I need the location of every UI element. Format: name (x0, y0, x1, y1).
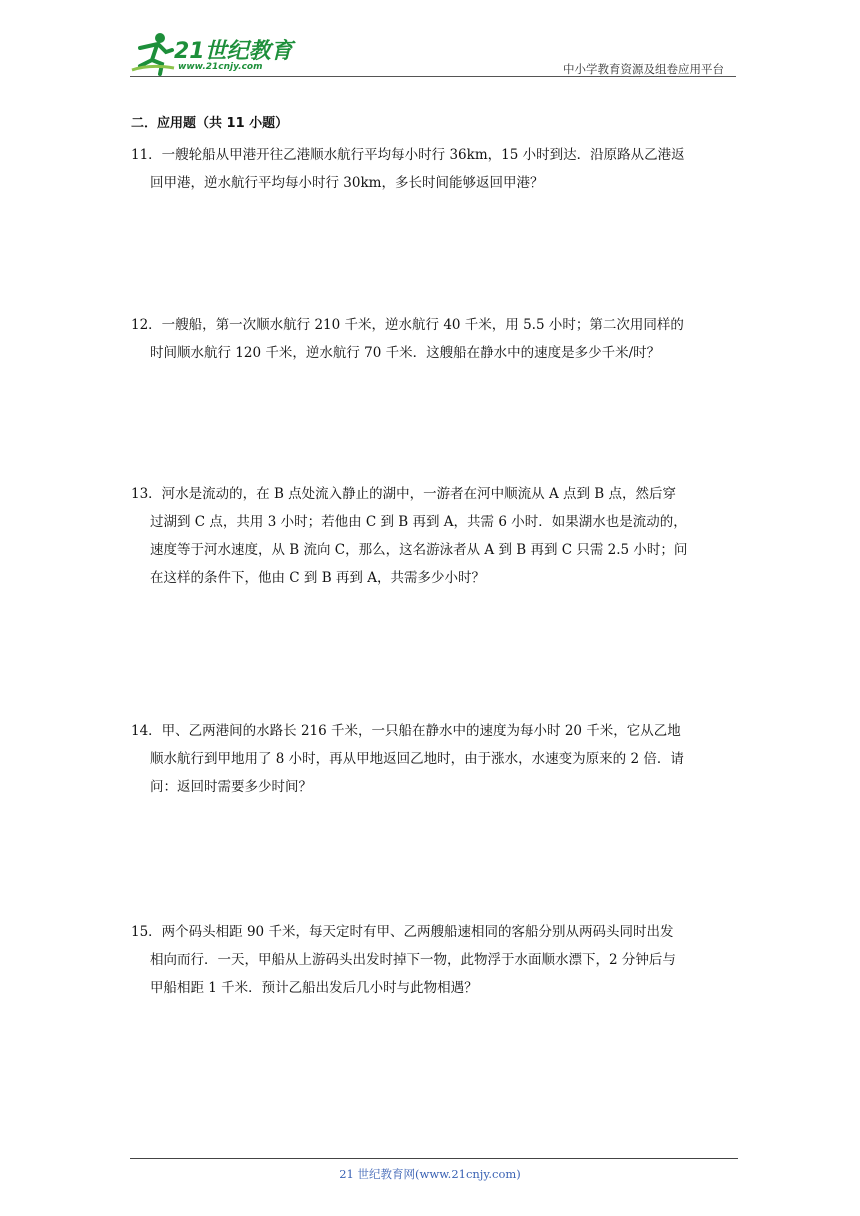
runner-logo-icon (130, 30, 176, 76)
question-line: 回甲港，逆水航行平均每小时行 30km，多长时间能够返回甲港？ (150, 175, 544, 191)
question-line: 过湖到 C 点，共用 3 小时；若他由 C 到 B 再到 A，共需 6 小时．如果湖水也是流动的， (150, 514, 687, 530)
question-line: 14．甲、乙两港间的水路长 216 千米，一只船在静水中的速度为每小时 20 千米，它从乙地 (131, 723, 681, 739)
question-line: 11．一艘轮船从甲港开往乙港顺水航行平均每小时行 36km，15 小时到达．沿原路从乙港返 (131, 147, 685, 163)
logo-text: 21世纪教育 (174, 39, 293, 64)
section-title: 二．应用题（共 11 小题） (131, 116, 289, 131)
question-14 (131, 717, 739, 801)
question-line: 时间顺水航行 120 千米，逆水航行 70 千米．这艘船在静水中的速度是多少千米/时？ (150, 345, 661, 361)
question-11 (131, 141, 739, 197)
question-line: 速度等于河水速度，从 B 流向 C，那么，这名游泳者从 A 到 B 再到 C 只需 2.5 小时；问 (150, 542, 688, 558)
question-12 (131, 311, 739, 367)
question-line: 问：返回时需要多少时间？ (150, 779, 312, 795)
page-header (130, 30, 736, 80)
question-line: 12．一艘船，第一次顺水航行 210 千米，逆水航行 40 千米，用 5.5 小时；第二次用同样的 (131, 317, 684, 333)
question-line: 15．两个码头相距 90 千米，每天定时有甲、乙两艘船速相同的客船分别从两码头同时出发 (131, 924, 674, 940)
logo-url: www.21cnjy.com (178, 62, 263, 72)
question-line: 顺水航行到甲地用了 8 小时，再从甲地返回乙地时，由于涨水，水速变为原来的 2 倍．请 (150, 751, 684, 767)
question-15 (131, 918, 739, 1002)
question-line: 13．河水是流动的，在 B 点处流入静止的湖中，一游者在河中顺流从 A 点到 B 点，然后穿 (131, 486, 677, 502)
question-line: 相向而行．一天，甲船从上游码头出发时掉下一物，此物浮于水面顺水漂下，2 分钟后与 (150, 952, 676, 968)
question-line: 在这样的条件下，他由 C 到 B 再到 A，共需多少小时？ (150, 570, 485, 586)
question-line: 甲船相距 1 千米．预计乙船出发后几小时与此物相遇？ (150, 980, 478, 996)
footer-divider (130, 1158, 738, 1159)
logo (130, 30, 300, 78)
platform-label: 中小学教育资源及组卷应用平台 (563, 62, 724, 76)
question-13 (131, 480, 739, 592)
footer-link[interactable]: 21 世纪教育网(www.21cnjy.com) (339, 1167, 521, 1181)
header-divider (130, 76, 736, 77)
